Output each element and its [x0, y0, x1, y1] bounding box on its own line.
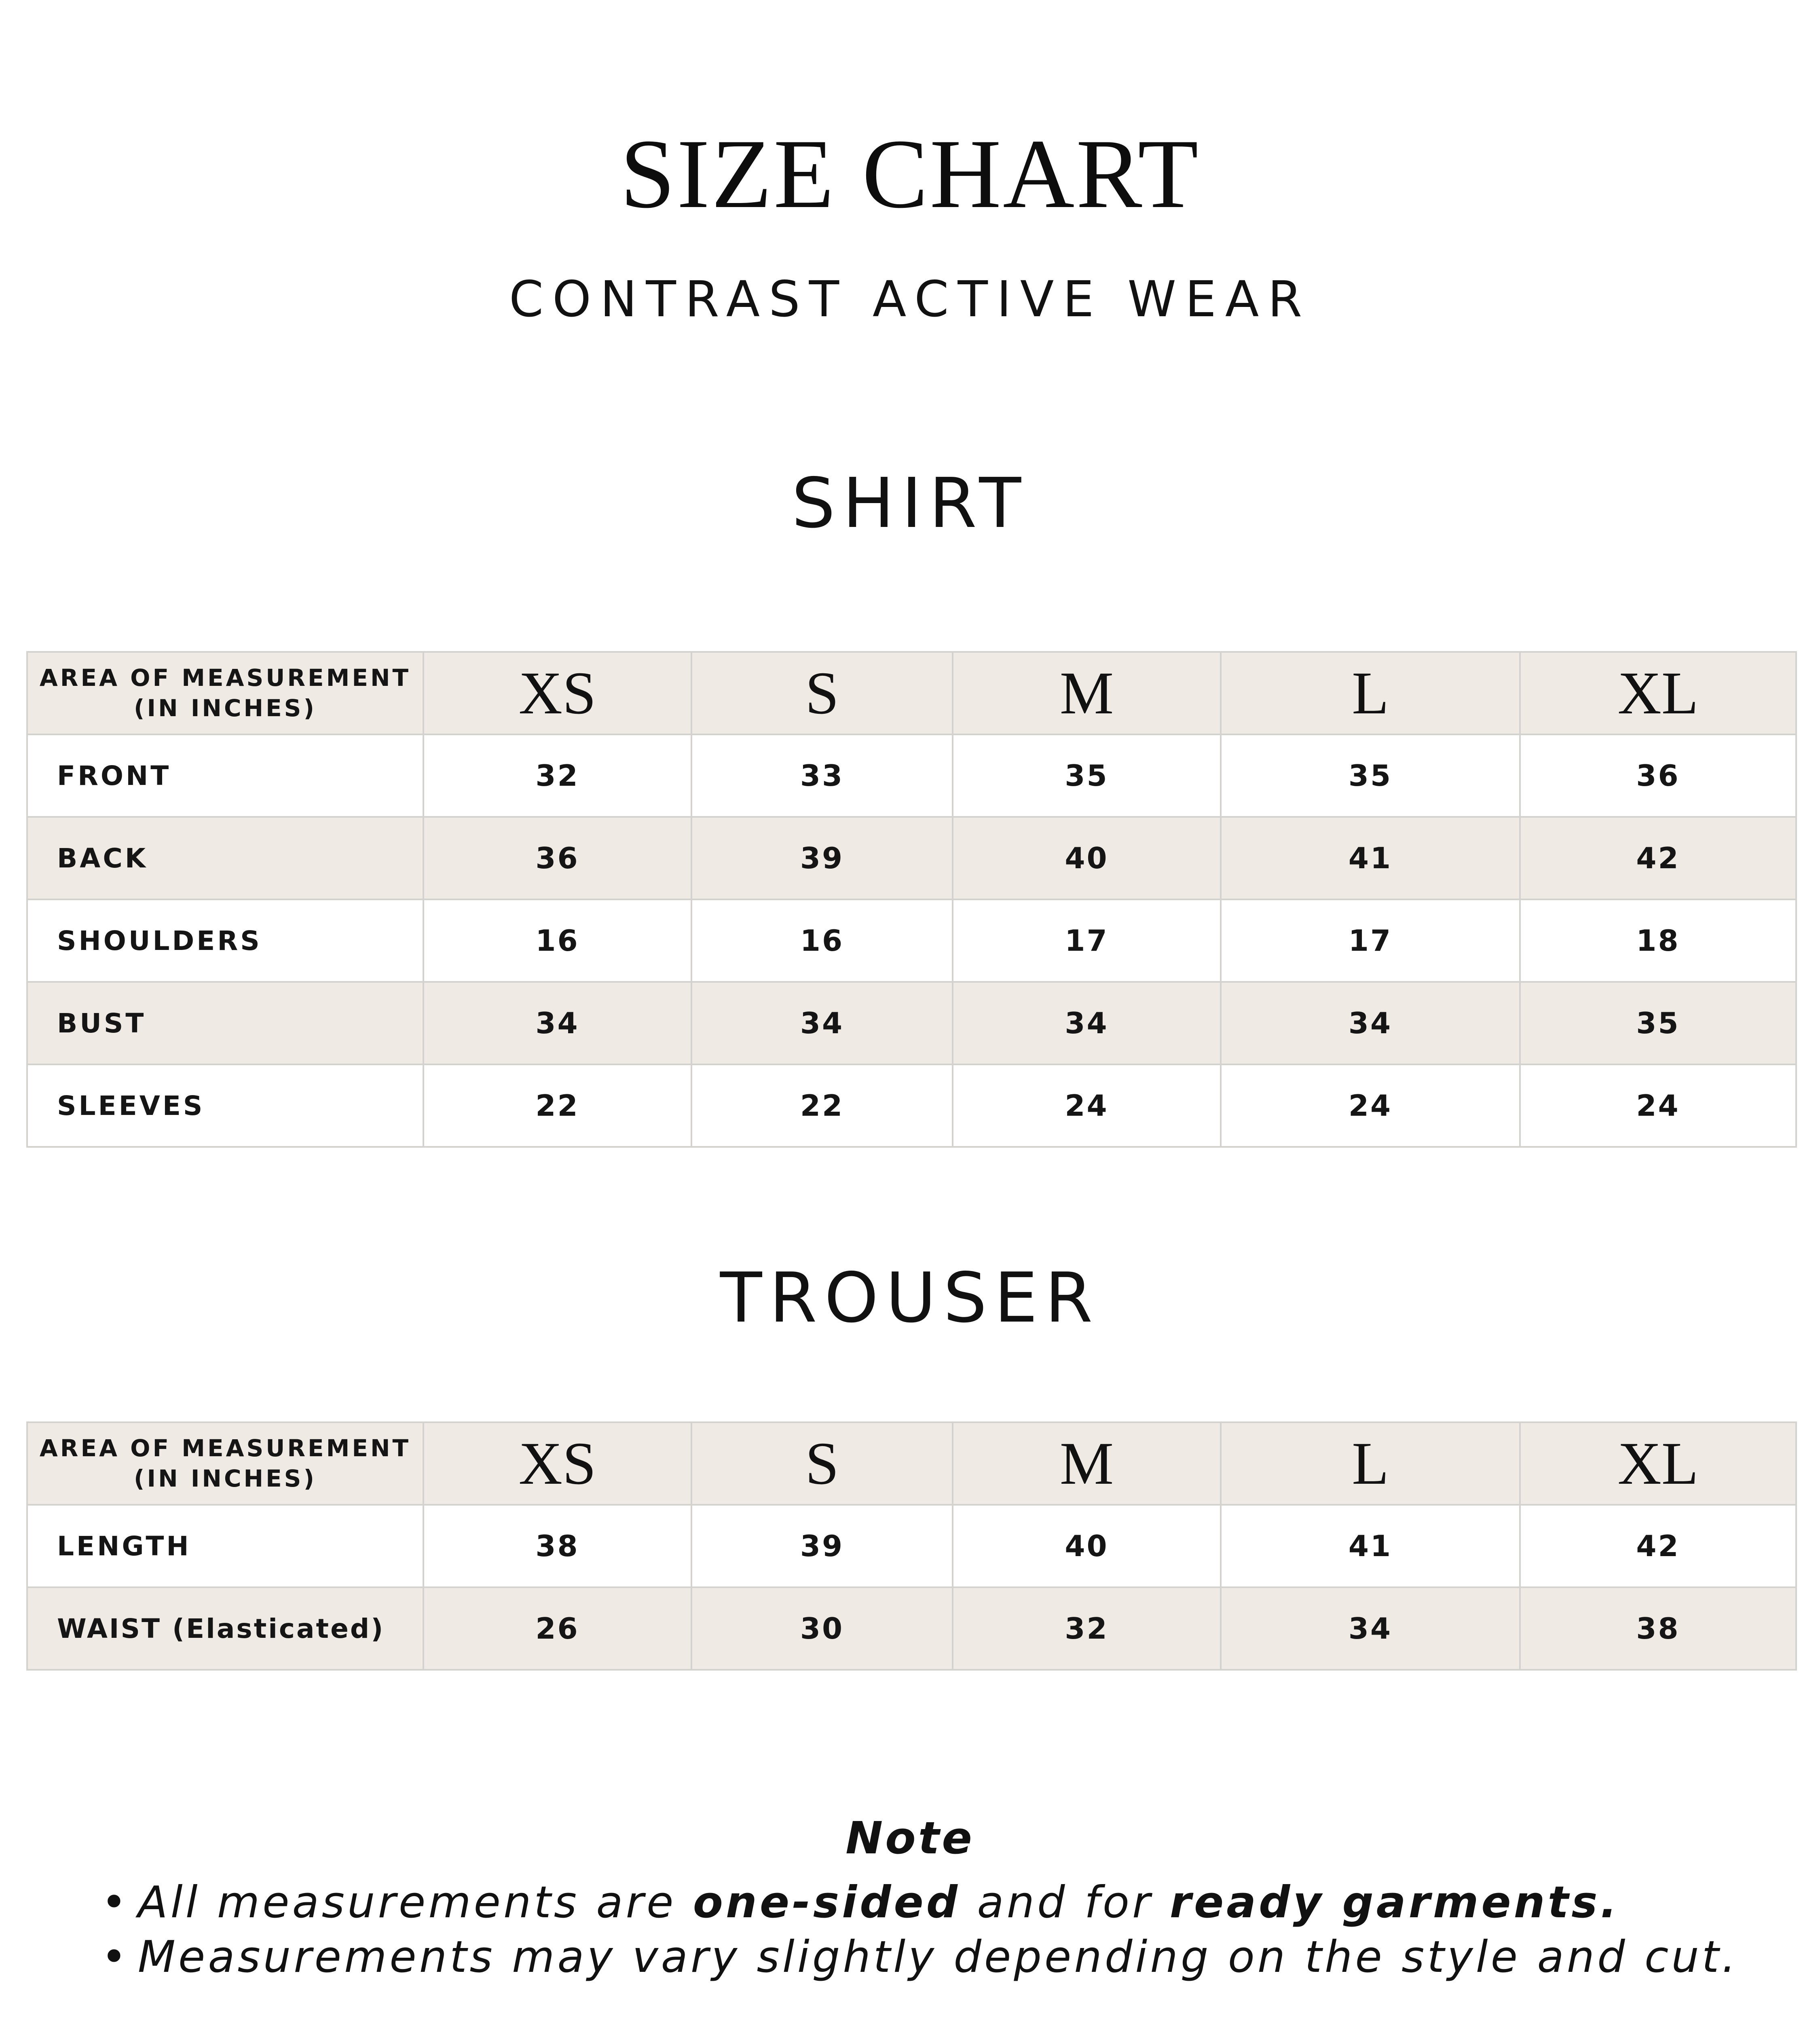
row-label: SLEEVES — [27, 1064, 423, 1147]
area-header-line-1: AREA OF MEASUREMENT — [39, 664, 411, 692]
bullet: • — [101, 1877, 130, 1928]
area-header-line-1: AREA OF MEASUREMENT — [39, 1434, 411, 1462]
row-label: LENGTH — [27, 1505, 423, 1587]
table-cell: 42 — [1520, 1505, 1796, 1587]
table-cell: 42 — [1520, 817, 1796, 899]
size-header-xl: XL — [1520, 652, 1796, 734]
table-row — [27, 1064, 1796, 1147]
table-cell: 41 — [1221, 1505, 1520, 1587]
table-cell: 39 — [691, 817, 953, 899]
table-cell: 35 — [1520, 982, 1796, 1064]
table-cell: 16 — [423, 899, 691, 982]
table-cell: 17 — [1221, 899, 1520, 982]
table-cell: 35 — [1221, 734, 1520, 817]
size-header-xs: XS — [423, 652, 691, 734]
table-row — [27, 817, 1796, 899]
table-cell: 34 — [1221, 982, 1520, 1064]
size-header-xs: XS — [423, 1422, 691, 1505]
table-cell: 30 — [691, 1587, 953, 1670]
table-cell: 22 — [691, 1064, 953, 1147]
page-title: SIZE CHART — [620, 119, 1200, 228]
table-cell: 17 — [953, 899, 1221, 982]
table-cell: 36 — [423, 817, 691, 899]
note-1-text-a: All measurements are — [137, 1877, 693, 1928]
shirt-size-table — [26, 651, 1797, 1148]
table-cell: 40 — [953, 1505, 1221, 1587]
note-line-2 — [101, 1929, 1799, 1986]
table-row — [27, 899, 1796, 982]
table-cell: 34 — [953, 982, 1221, 1064]
table-cell: 16 — [691, 899, 953, 982]
table-cell: 35 — [953, 734, 1221, 817]
note-2-text: Measurements may vary slightly depending on the style and cut. — [137, 1932, 1739, 1982]
row-label: SHOULDERS — [27, 899, 423, 982]
row-label: WAIST (Elasticated) — [27, 1587, 423, 1670]
table-cell: 24 — [1520, 1064, 1796, 1147]
table-cell: 36 — [1520, 734, 1796, 817]
table-cell: 41 — [1221, 817, 1520, 899]
note-line-1 — [101, 1874, 1799, 1931]
area-header-line-2: (IN INCHES) — [134, 1465, 317, 1492]
table-cell: 18 — [1520, 899, 1796, 982]
table-row — [27, 734, 1796, 817]
note-1-emphasis-one-sided: one-sided — [693, 1877, 961, 1928]
note-1-text-c: and for — [960, 1877, 1170, 1928]
page-subtitle: CONTRAST ACTIVE WEAR — [509, 271, 1311, 328]
shirt-section-title: SHIRT — [791, 463, 1029, 544]
size-header-xl: XL — [1520, 1422, 1796, 1505]
table-cell: 38 — [423, 1505, 691, 1587]
area-of-measurement-header — [27, 1422, 423, 1505]
table-header-row — [27, 652, 1796, 734]
table-cell: 33 — [691, 734, 953, 817]
size-header-s: S — [691, 1422, 953, 1505]
row-label: FRONT — [27, 734, 423, 817]
size-header-s: S — [691, 652, 953, 734]
table-cell: 32 — [953, 1587, 1221, 1670]
row-label: BUST — [27, 982, 423, 1064]
bullet: • — [101, 1932, 130, 1982]
size-header-l: L — [1221, 1422, 1520, 1505]
table-cell: 22 — [423, 1064, 691, 1147]
table-row — [27, 1505, 1796, 1587]
table-cell: 40 — [953, 817, 1221, 899]
trouser-size-table — [26, 1421, 1797, 1671]
table-cell: 26 — [423, 1587, 691, 1670]
table-row — [27, 982, 1796, 1064]
note-title: Note — [846, 1812, 974, 1864]
table-cell: 32 — [423, 734, 691, 817]
table-cell: 39 — [691, 1505, 953, 1587]
note-1-emphasis-ready-garments: ready garments. — [1169, 1877, 1620, 1928]
area-header-line-2: (IN INCHES) — [134, 694, 317, 722]
table-cell: 34 — [691, 982, 953, 1064]
table-cell: 34 — [1221, 1587, 1520, 1670]
table-row — [27, 1587, 1796, 1670]
table-cell: 24 — [953, 1064, 1221, 1147]
area-of-measurement-header — [27, 652, 423, 734]
table-header-row — [27, 1422, 1796, 1505]
size-header-l: L — [1221, 652, 1520, 734]
size-header-m: M — [953, 652, 1221, 734]
row-label: BACK — [27, 817, 423, 899]
table-cell: 24 — [1221, 1064, 1520, 1147]
table-cell: 38 — [1520, 1587, 1796, 1670]
table-cell: 34 — [423, 982, 691, 1064]
size-header-m: M — [953, 1422, 1221, 1505]
trouser-section-title: TROUSER — [720, 1258, 1100, 1338]
